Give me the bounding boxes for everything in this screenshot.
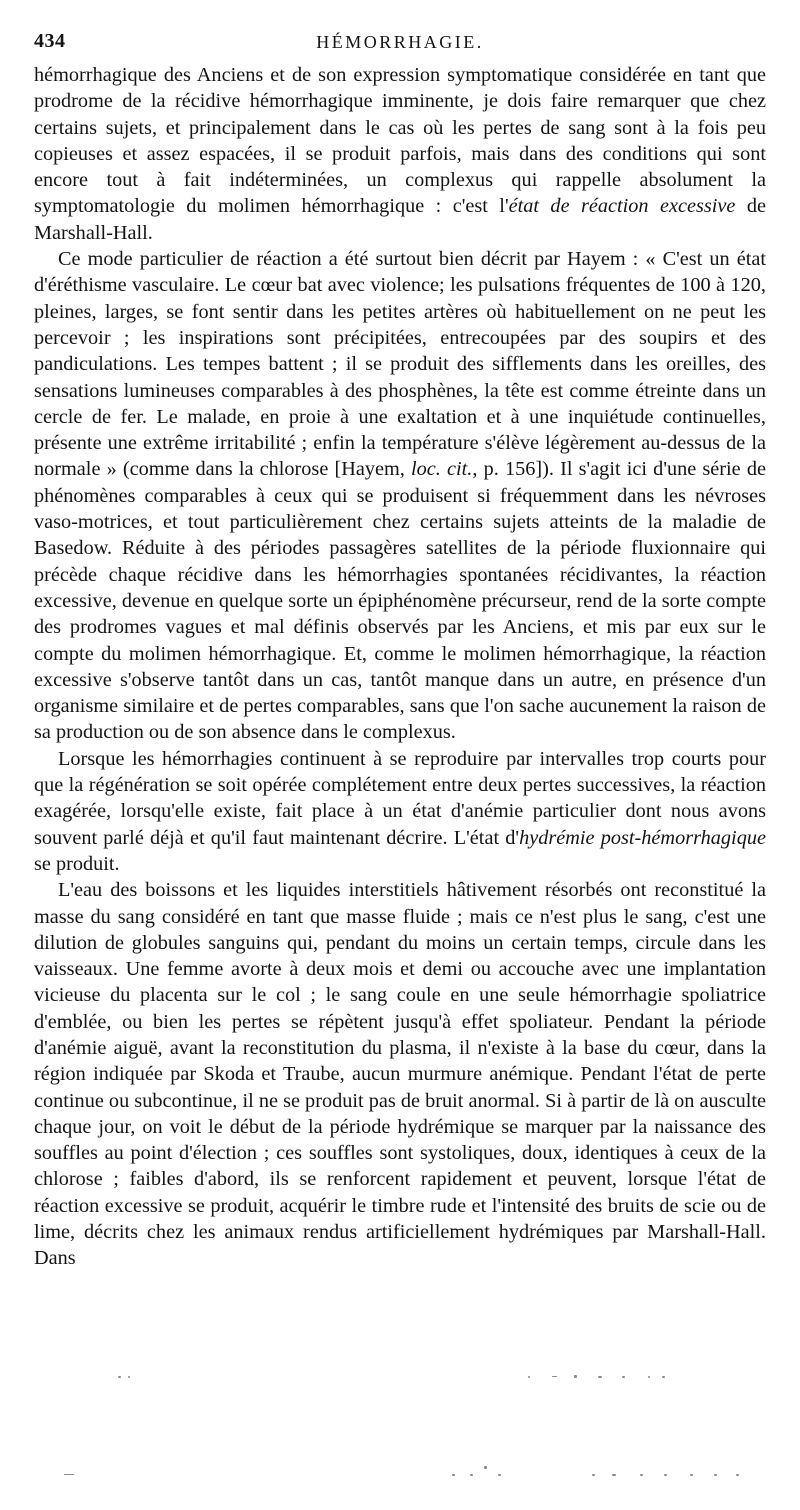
book-page xyxy=(34,30,766,1272)
text-run: Ce mode particulier de réaction a été surtout bien décrit par Hayem : « C'est un état d'éréthisme vasculaire. Le cœur bat avec violence; les pulsations fréquentes de 100 à 120, pleines, larges, se font sentir dans les petites artères où habituellement on ne peut les percevoir ; les inspirations sont précipitées, entrecoupées par des soupirs et des pandiculations. Les tempes battent ; il se produit des sifflements dans les oreilles, des sensations lumineuses comparables à des phosphènes, la tête est comme étreinte dans un cercle de fer. Le malade, en proie à une exaltation et à une inquiétude continuelles, présente une extrême irritabilité ; enfin la température s'élève légèrement au-dessus de la normale » (comme dans la chlorose [Hayem, xyxy=(34,248,766,481)
body-text xyxy=(34,62,766,1272)
text-run: Lorsque les hémorrhagies continuent à se reproduire par intervalles trop courts pour que la régénération se soit opérée complétement entre deux pertes successives, la réaction exagérée, lorsqu'elle existe, fait place à un état d'anémie particulier dont nous avons souvent parlé déjà et qu'il faut maintenant décrire. L'état d' xyxy=(34,747,766,849)
running-title: HÉMORRHAGIE. xyxy=(316,32,484,52)
running-head xyxy=(34,30,766,62)
paragraph-p3 xyxy=(34,746,766,877)
text-run: , p. 156]). Il s'agit ici d'une série de phénomènes comparables à ceux qui se produisent si fréquemment dans les névroses vaso-motrices, et tout particulièrement chez certains sujets atteints de la maladie de Basedow. Réduite à des périodes passagères satellites de la période fluxionnaire qui précède chaque récidive dans les hémorrhagies spontanées récidivantes, la réaction excessive, devenue en quelque sorte un épiphénomène précurseur, rend de la sorte compte des prodromes vagues et mal définis observés par les Anciens, et mis par eux sur le compte du molimen hémorrhagique. Et, comme le molimen hémorrhagique, la réaction excessive s'observe tantôt dans un cas, tantôt manque dans un autre, en présence d'un organisme similaire et de pertes comparables, sans que l'on sache aucunement la raison de sa production ou de son absence dans le complexus. xyxy=(34,458,766,744)
paragraph-p4 xyxy=(34,877,766,1271)
italic-phrase: hydrémie post-hémorrhagique xyxy=(519,826,766,849)
paragraph-p2 xyxy=(34,246,766,746)
page-number: 434 xyxy=(34,30,66,52)
text-run: se produit. xyxy=(34,852,120,875)
text-run: L'eau des boissons et les liquides interstitiels hâtivement résorbés ont reconstitué la masse du sang considéré en tant que masse fluide ; mais ce n'est plus le sang, c'est une dilution de globules sanguins qui, pendant du moins un certain temps, circule dans les vaisseaux. Une femme avorte à deux mois et demi ou accouche avec une implantation vicieuse du placenta sur le col ; le sang coule en une seule hémorrhagie spoliatrice d'emblée, ou bien les pertes se répètent jusqu'à effet spoliateur. Pendant la période d'anémie aiguë, avant la reconstitution du plasma, il n'existe à la base du cœur, dans la région indiquée par Skoda et Traube, aucun murmure anémique. Pendant l'état de perte continue ou subcontinue, il ne se produit pas de bruit anormal. Si à partir de là on ausculte chaque jour, on voit le début de la période hydrémique se marquer par la naissance des souffles au point d'élection ; ces souffles sont systoliques, doux, identiques à ceux de la chlorose ; faibles d'abord, ils se renforcent rapidement et peuvent, lorsque l'état de réaction excessive se produit, acquérir le timbre rude et l'intensité des bruits de scie ou de lime, décrits chez les animaux rendus artificiellement hydrémiques par Marshall-Hall. Dans xyxy=(34,879,766,1270)
paragraph-p1 xyxy=(34,62,766,246)
bottom-print-specks xyxy=(0,1370,800,1510)
text-run: de Marshall-Hall. xyxy=(34,195,766,244)
text-run: hémorrhagique des Anciens et de son expression symptomatique considérée en tant que prodrome de la récidive hémorrhagique imminente, je dois faire remarquer que chez certains sujets, et principalement dans le cas où les pertes de sang sont à la fois peu copieuses et assez espacées, il se produit parfois, mais dans des conditions qui sont encore tout à fait indéterminées, un complexus qui rappelle absolument la symptomatologie du molimen hémorrhagique : c'est l' xyxy=(34,64,766,218)
italic-phrase: loc. cit. xyxy=(411,458,473,481)
italic-phrase: état de réaction excessive xyxy=(508,195,736,218)
